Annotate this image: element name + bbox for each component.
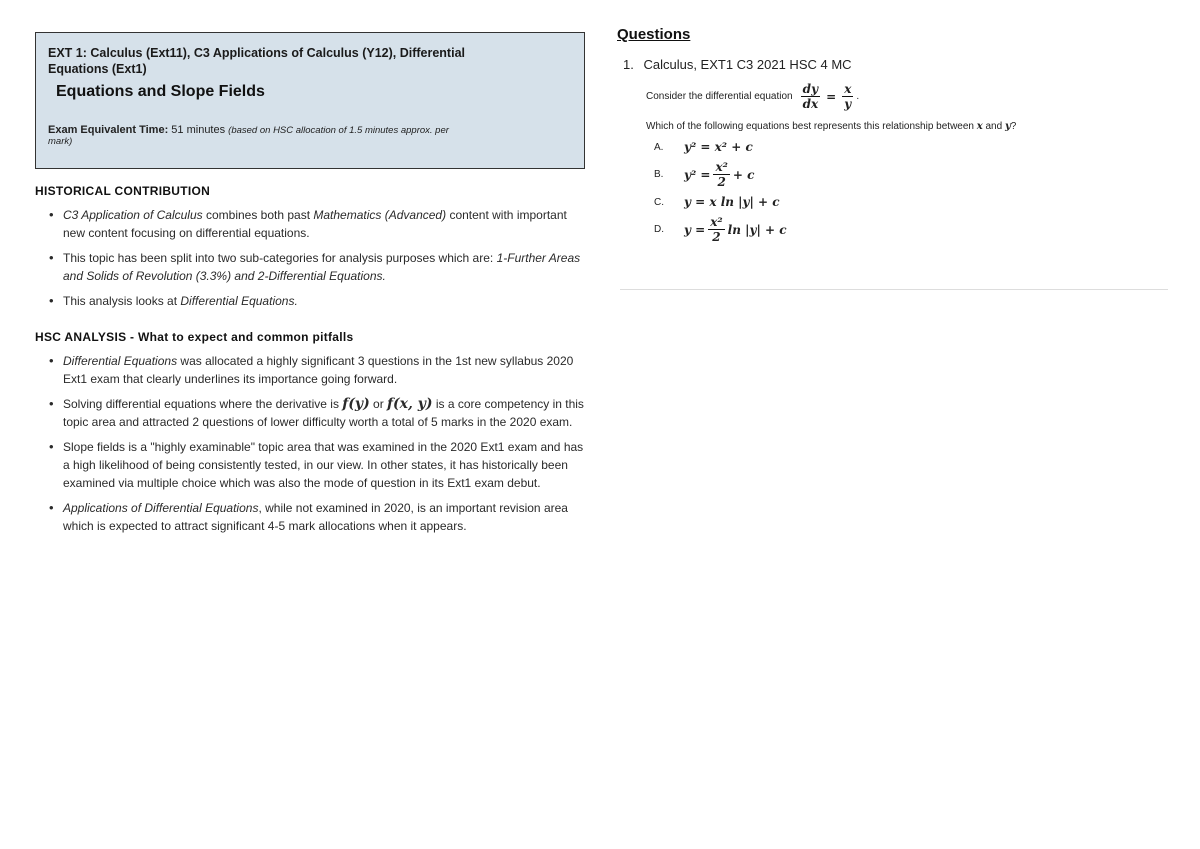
option-label: D. xyxy=(654,224,664,235)
option-b[interactable] xyxy=(646,160,1167,189)
list-item xyxy=(63,206,585,242)
exam-time xyxy=(48,125,468,147)
text-italic: 1-Further Areas and Solids of Revolution (3.3%) and 2-Differential Equations. xyxy=(63,251,581,283)
text: This analysis looks at xyxy=(63,294,181,308)
divider xyxy=(620,289,1168,290)
question-stem: Consider the differential equation $\frac{dy}{dx}$ = $\frac{x}{y}$ . xyxy=(646,82,860,111)
question-1-title xyxy=(623,57,1167,72)
list-item xyxy=(63,292,585,310)
text: This topic has been split into two sub-categories for analysis purposes which are: xyxy=(63,251,497,265)
list-item xyxy=(63,499,585,535)
list-item: • Slope fields is a "highly examinable" topic area that was examined in the 2020 Ext1 exam and has a high likelihood of being consistently tested, in our view. In other states, it has historically been examined via multiple choice which was also the mode of question in its Ext1 exam debut. xyxy=(63,438,585,492)
topic-header-box xyxy=(35,32,585,169)
option-expression: y² = x² + c xyxy=(684,140,753,154)
exam-time-note: (based on HSC allocation of 1.5 minutes approx. per mark) xyxy=(48,125,449,147)
derivative-fraction xyxy=(801,82,821,111)
exam-time-label: Exam Equivalent Time: xyxy=(48,124,169,136)
prompt-text: Which of the following equations best represents this relationship between xyxy=(646,121,977,132)
question-prompt xyxy=(646,121,1167,132)
text-italic: Applications of Differential Equations xyxy=(63,501,259,515)
questions-heading: Questions xyxy=(617,26,691,43)
historical-heading: HISTORICAL CONTRIBUTION xyxy=(35,184,211,198)
option-label: C. xyxy=(654,196,664,208)
stem-text: Consider the differential equation xyxy=(646,91,793,102)
right-column xyxy=(617,26,1167,244)
option-c[interactable] xyxy=(646,195,1167,209)
option-d[interactable] xyxy=(646,215,1167,244)
option-expression: y² = xyxy=(684,167,711,182)
var-y: y xyxy=(1004,121,1011,132)
exam-time-value: 51 minutes xyxy=(171,124,226,136)
question-number: 1. xyxy=(623,57,634,72)
list-item xyxy=(63,395,585,431)
list-item xyxy=(63,352,585,388)
question-source: Calculus, EXT1 C3 2021 HSC 4 MC xyxy=(643,57,852,72)
fraction-numerator: x xyxy=(844,82,852,96)
prompt-text: ? xyxy=(1010,121,1017,132)
fraction-denominator: y xyxy=(844,97,852,111)
prompt-text: and xyxy=(982,121,1005,132)
option-label: A. xyxy=(654,141,664,153)
option-expression: y = xyxy=(684,222,706,237)
text: was allocated a highly significant 3 questions in the 1st new syllabus 2020 Ext1 exam that clearly underlines its importance going forward. xyxy=(63,354,574,386)
hsc-analysis-heading: HSC ANALYSIS - What to expect and common pitfalls xyxy=(35,330,354,344)
list-item xyxy=(63,249,585,285)
fraction-numerator: x² xyxy=(715,160,728,174)
left-column xyxy=(35,32,585,542)
fraction-denominator: 2 xyxy=(717,175,726,189)
topic-title: Equations and Slope Fields xyxy=(56,83,265,100)
fraction-denominator: dx xyxy=(802,97,819,111)
math-expression: f(x, y) xyxy=(387,396,433,412)
text-italic: Mathematics (Advanced) xyxy=(313,208,447,222)
fraction-numerator: dy xyxy=(802,82,819,96)
question-1-body xyxy=(646,82,1167,244)
fraction-denominator: 2 xyxy=(712,230,721,244)
text-italic: Differential Equations. xyxy=(180,294,298,308)
text: Solving differential equations where the derivative is xyxy=(63,397,343,411)
option-fraction xyxy=(708,215,724,244)
option-label: B. xyxy=(654,169,664,180)
math-expression: f(y) xyxy=(342,396,370,412)
historical-list xyxy=(35,206,585,310)
fraction-numerator: x² xyxy=(710,215,723,229)
option-fraction xyxy=(713,160,729,189)
option-a[interactable] xyxy=(646,140,1167,154)
text: content with important new content focusing on differential equations. xyxy=(63,208,567,240)
text-italic: Differential Equations xyxy=(63,354,178,368)
option-expression: + c xyxy=(732,167,755,182)
equals-sign: = xyxy=(826,89,837,104)
ratio-fraction xyxy=(842,82,853,111)
text: combines both past xyxy=(202,208,314,222)
text-italic: C3 Application of Calculus xyxy=(63,208,203,222)
topic-breadcrumb: EXT 1: Calculus (Ext11), C3 Applications of Calculus (Y12), Differential Equations (Ext1) xyxy=(48,46,465,76)
option-expression: y = x ln |y| + c xyxy=(684,195,780,209)
option-expression: ln |y| + c xyxy=(727,222,787,237)
text: or xyxy=(369,397,388,411)
hsc-analysis-list xyxy=(35,352,585,535)
var-x: x xyxy=(976,121,983,132)
text: , while not examined in 2020, is an important revision area which is expected to attract significant 4-5 mark allocations when it appears. xyxy=(63,501,568,533)
text: is a core competency in this topic area and attracted 2 questions of lower difficulty worth a total of 5 marks in the 2020 exam. xyxy=(63,397,584,429)
